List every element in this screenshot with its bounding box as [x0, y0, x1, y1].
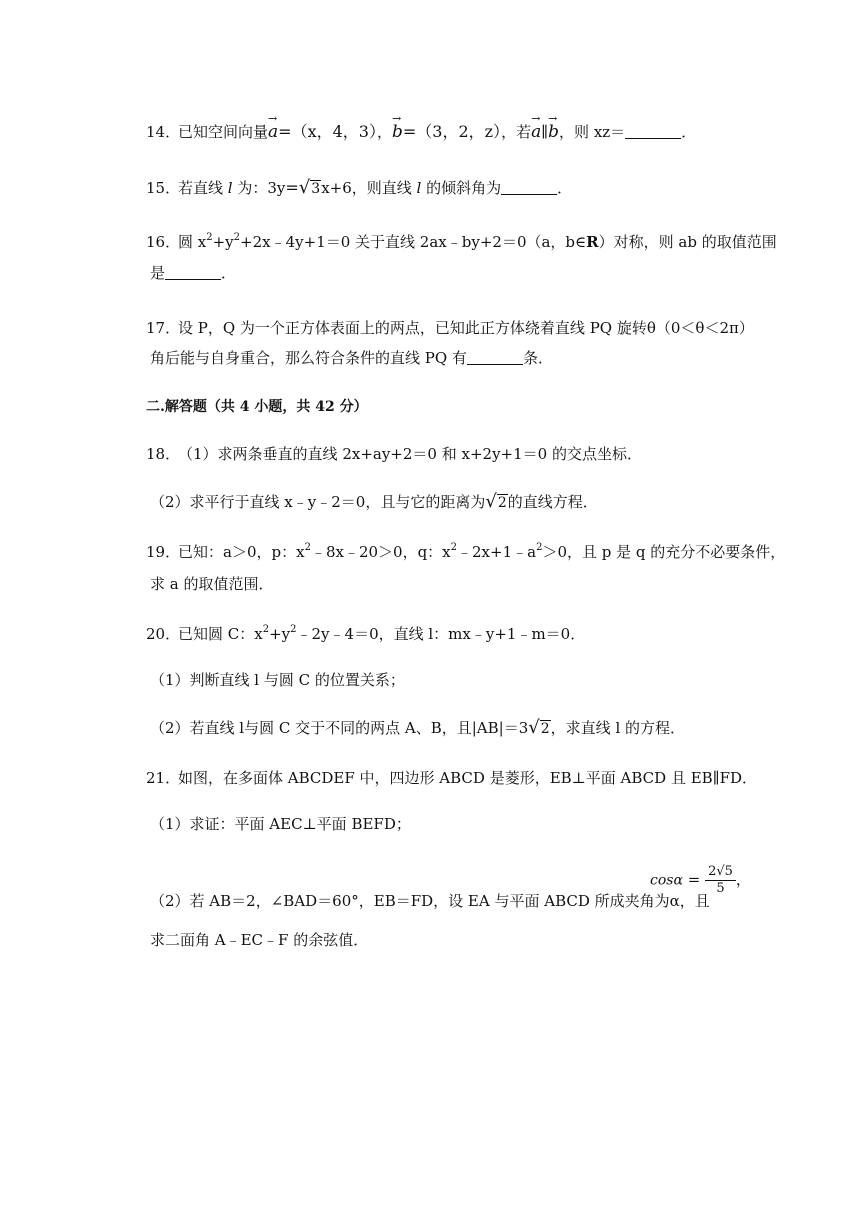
- sqrt-2: √2: [485, 491, 507, 512]
- q20-text-3: ﹣2y﹣4＝0，直线 l：mx﹣y+1﹣m＝0．: [296, 625, 586, 643]
- numerator: 2√5: [705, 864, 736, 881]
- vector-b: → b: [392, 122, 403, 142]
- superscript: 2: [536, 542, 543, 553]
- q21-text-1: 如图，在多面体 ABCDEF 中，四边形 ABCD 是菱形，EB⊥平面 ABCD 且 EB∥FD．: [178, 769, 758, 787]
- q20-text-1: 已知圆 C：x: [178, 625, 263, 643]
- q19-text-1: 已知：a＞0，p：x: [178, 543, 305, 561]
- real-set: R: [586, 233, 599, 251]
- superscript: 2: [262, 624, 270, 635]
- q14-text-2: ，若: [501, 123, 532, 141]
- q16-text-5: 是: [150, 264, 166, 282]
- q18-part-2b: 的直线方程．: [507, 493, 598, 511]
- superscript: 2: [450, 542, 458, 553]
- question-number: 16．: [146, 233, 181, 251]
- question-number: 21．: [146, 769, 181, 787]
- q15-end: ．: [557, 179, 573, 197]
- q15-text-2: 为：3y: [232, 179, 286, 197]
- q19-text-3: ﹣2x+1﹣a: [457, 543, 537, 561]
- q19-text-2: ﹣8x﹣20＞0，q：x: [310, 543, 451, 561]
- q20-part-2b: ，求直线 l 的方程．: [550, 719, 686, 737]
- q18-part-1: （1）求两条垂直的直线 2x+ay+2＝0 和 x+2y+1＝0 的交点坐标．: [178, 445, 642, 463]
- q21-part-2a: （2）若 AB＝2，∠BAD＝60°，EB＝FD，设 EA 与平面 ABCD 所成夹角为α，且: [150, 892, 710, 910]
- q20-text-2: +y: [269, 625, 291, 643]
- question-17-line-2: [150, 348, 553, 368]
- superscript: 2: [290, 624, 297, 635]
- radicand: 2: [497, 495, 507, 511]
- q14-text-1: 已知空间向量: [178, 123, 269, 141]
- q16-text-4: ）对称，则 ab 的取值范围: [598, 233, 777, 251]
- var-l: l: [227, 179, 233, 197]
- q14-end: ．: [681, 123, 697, 141]
- cos-alpha: cosα: [650, 872, 683, 889]
- q19-text-4: ＞0，且 p 是 q 的充分不必要条件，: [542, 543, 786, 561]
- vector-b-value: =（3，2，z）: [402, 122, 502, 141]
- denominator: 5: [716, 881, 725, 896]
- answer-blank[interactable]: [625, 124, 681, 139]
- q16-text-1: 圆 x: [178, 233, 207, 251]
- question-21-line-3: 求二面角 A﹣EC﹣F 的余弦值．: [150, 931, 369, 949]
- q18-part-2a: （2）求平行于直线 x﹣y﹣2＝0，且与它的距离为: [150, 493, 486, 511]
- question-16-line-2: [150, 263, 236, 283]
- question-number: 14．: [146, 123, 181, 141]
- q15-text-3: x+6，则直线: [321, 179, 417, 197]
- answer-blank[interactable]: [165, 265, 221, 280]
- sqrt-2: √2: [528, 717, 550, 738]
- question-number: 18．: [146, 445, 181, 463]
- vector-a-value: =（x，4，3）: [278, 122, 377, 141]
- q16-end: ．: [221, 264, 237, 282]
- superscript: 2: [206, 232, 213, 243]
- equals: =: [285, 178, 299, 197]
- fraction: [705, 864, 736, 897]
- q16-text-2: +y: [212, 233, 234, 251]
- q17-text-2: 角后能与自身重合，那么符合条件的直线 PQ 有: [150, 349, 467, 367]
- parallel-symbol: ∥: [541, 123, 549, 141]
- question-18-part-2: [150, 492, 598, 513]
- vector-a: → a: [268, 122, 278, 142]
- cos-alpha-formula: [650, 864, 751, 897]
- q14-text-3: ，则 xz＝: [559, 123, 626, 141]
- vector-a-2: → a: [531, 122, 541, 142]
- q17-text-1: 设 P，Q 为一个正方体表面上的两点，已知此正方体绕着直线 PQ 旋转θ（0＜θ＜2π）: [178, 319, 754, 337]
- question-number: 19．: [146, 543, 181, 561]
- question-number: 15．: [146, 179, 181, 197]
- radicand: 3: [311, 181, 321, 197]
- question-19-line-2: 求 a 的取值范围．: [150, 575, 274, 593]
- superscript: 2: [304, 542, 311, 553]
- vector-b-2: → b: [548, 122, 559, 142]
- question-21-part-2: [150, 891, 710, 911]
- equals: =: [687, 870, 701, 889]
- q20-part-2a: （2）若直线 l与圆 C 交于不同的两点 A、B，且|AB|＝3: [150, 719, 529, 737]
- superscript: 2: [233, 232, 241, 243]
- answer-blank[interactable]: [467, 350, 523, 365]
- q15-text-1: 若直线: [178, 179, 228, 197]
- q15-text-4: 的倾斜角为: [421, 179, 502, 197]
- radicand: 2: [540, 721, 550, 737]
- comma: ，: [735, 870, 751, 889]
- question-number: 20．: [146, 625, 181, 643]
- answer-blank[interactable]: [501, 180, 557, 195]
- question-number: 17．: [146, 319, 181, 337]
- q17-end: 条．: [522, 349, 553, 367]
- question-21-part-1: （1）求证：平面 AEC⊥平面 BEFD；: [150, 815, 411, 833]
- question-20-part-2: [150, 718, 685, 739]
- section-title: 二.解答题（共 4 小题，共 42 分）: [146, 399, 368, 415]
- sqrt-3: √3: [298, 177, 321, 198]
- question-20-part-1: （1）判断直线 l 与圆 C 的位置关系；: [150, 671, 405, 689]
- q16-text-3: +2x﹣4y+1＝0 关于直线 2ax﹣by+2＝0（a，b∈: [240, 233, 587, 251]
- var-l-2: l: [416, 179, 422, 197]
